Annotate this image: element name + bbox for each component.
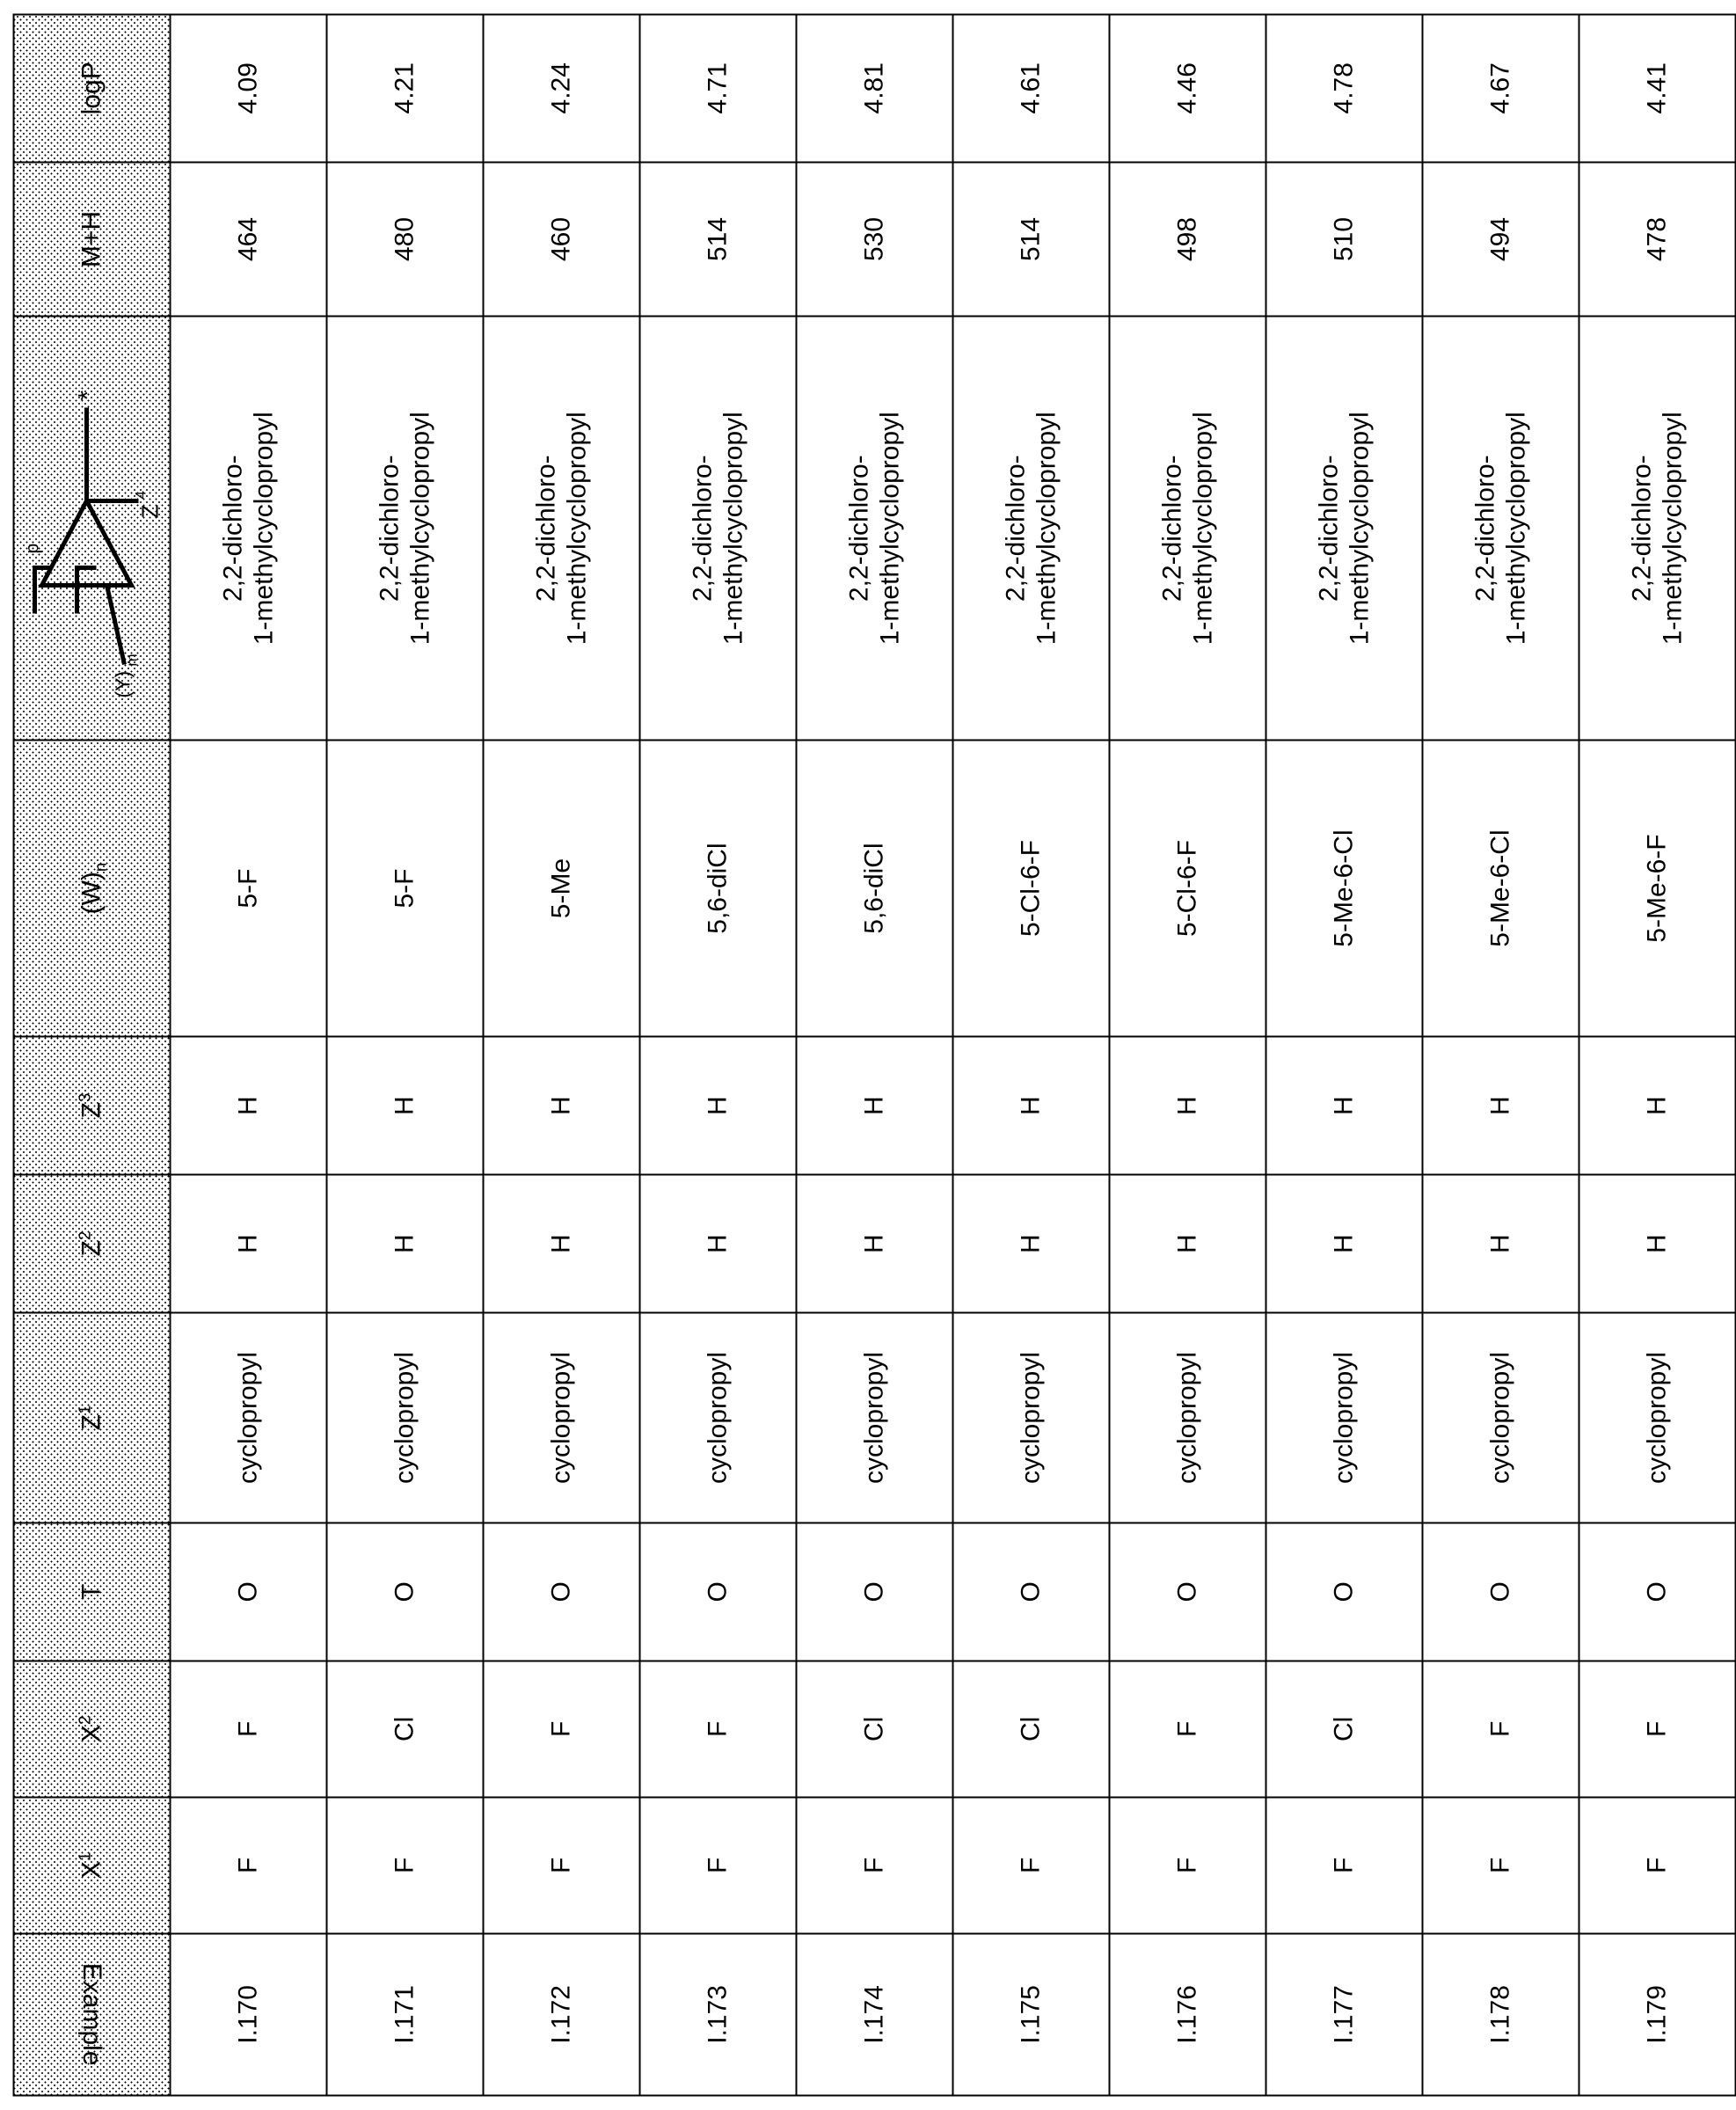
cell-r	[1266, 316, 1422, 740]
header-x2-text: X	[77, 1724, 106, 1742]
structure-label-p: p	[22, 543, 42, 554]
cell-w	[952, 740, 1109, 1036]
cell-w-text: 5-F	[390, 868, 419, 909]
cell-example	[170, 1933, 326, 2095]
cell-logp-text: 4.78	[1329, 62, 1359, 113]
cell-z1	[639, 1312, 796, 1522]
cell-z2	[1579, 1174, 1735, 1312]
cell-logp-text: 4.71	[703, 62, 733, 113]
cell-z1	[1266, 1312, 1422, 1522]
cell-z1-text: cyclopropyl	[1329, 1351, 1359, 1484]
cell-z3	[1266, 1036, 1422, 1174]
cell-logp	[1579, 14, 1735, 162]
cell-mh-text: 494	[1485, 216, 1515, 261]
cell-example-text: I.176	[1172, 1984, 1202, 2044]
table-row	[952, 14, 1109, 2095]
column-header-z3	[13, 1036, 170, 1174]
cell-x1	[1422, 1797, 1579, 1933]
cell-logp-text: 4.81	[859, 62, 889, 113]
cell-z1-text: cyclopropyl	[1485, 1351, 1515, 1484]
cell-example-text: I.174	[859, 1984, 889, 2044]
cell-z1	[326, 1312, 483, 1522]
cell-z3-text: H	[1485, 1095, 1515, 1115]
cell-r-text: 2,2-dichloro- 1-methylcyclopropyl	[1470, 411, 1530, 645]
cell-example	[1579, 1933, 1735, 2095]
cell-z3-text: H	[1172, 1095, 1202, 1115]
cell-z2-text: H	[1016, 1233, 1046, 1253]
cell-logp-text: 4.09	[233, 62, 263, 113]
cell-x1-text: F	[390, 1857, 419, 1873]
cell-z3	[639, 1036, 796, 1174]
cell-t	[1579, 1522, 1735, 1661]
cell-z2-text: H	[1485, 1233, 1515, 1253]
cell-x1-text: F	[546, 1857, 576, 1873]
cell-z2	[952, 1174, 1109, 1312]
cell-mh	[639, 162, 796, 317]
cell-z3-text: H	[859, 1095, 889, 1115]
cell-t-text: O	[703, 1581, 733, 1603]
cell-z2	[170, 1174, 326, 1312]
cell-z3	[1422, 1036, 1579, 1174]
header-x2-sup: 2	[75, 1715, 94, 1725]
cell-mh-text: 464	[233, 216, 263, 261]
cell-z2	[1266, 1174, 1422, 1312]
cell-t-text: O	[546, 1581, 576, 1603]
cell-t	[483, 1522, 639, 1661]
header-z2-sup: 2	[75, 1230, 94, 1240]
table-row	[1579, 14, 1735, 2095]
cell-z2-text: H	[1172, 1233, 1202, 1253]
cell-x1	[326, 1797, 483, 1933]
cell-mh-text: 514	[1016, 216, 1046, 261]
cell-x1-text: F	[703, 1857, 733, 1873]
cell-logp	[1422, 14, 1579, 162]
structure-label-ym: (Y)	[111, 670, 134, 698]
cell-r	[483, 316, 639, 740]
column-header-example	[13, 1933, 170, 2095]
column-header-structure	[13, 316, 170, 740]
table-header-row	[13, 14, 170, 2095]
cell-mh	[170, 162, 326, 317]
cell-w-text: 5-Me-6-Cl	[1485, 829, 1515, 947]
cell-w	[796, 740, 952, 1036]
cell-x2-text: F	[546, 1720, 576, 1737]
cell-w-text: 5-Cl-6-F	[1016, 839, 1046, 937]
header-z3-text: Z	[77, 1101, 106, 1118]
cell-t	[326, 1522, 483, 1661]
cell-z1	[796, 1312, 952, 1522]
cell-t	[1422, 1522, 1579, 1661]
cell-z1	[952, 1312, 1109, 1522]
cell-x1	[952, 1797, 1109, 1933]
cell-x1-text: F	[233, 1857, 263, 1873]
cell-x2-text: Cl	[859, 1716, 889, 1741]
cell-w-text: 5,6-diCl	[703, 842, 733, 934]
cell-example-text: I.171	[390, 1984, 419, 2044]
cell-r-text: 2,2-dichloro- 1-methylcyclopropyl	[1000, 411, 1061, 645]
table-row	[483, 14, 639, 2095]
cell-x1	[639, 1797, 796, 1933]
cell-logp	[170, 14, 326, 162]
cell-z2-text: H	[546, 1233, 576, 1253]
table-row	[1266, 14, 1422, 2095]
cell-t	[796, 1522, 952, 1661]
cell-x1	[1109, 1797, 1266, 1933]
cell-example-text: I.175	[1016, 1984, 1046, 2044]
cell-x2	[1109, 1661, 1266, 1797]
cell-r	[796, 316, 952, 740]
cell-z3-text: H	[703, 1095, 733, 1115]
cell-w	[1266, 740, 1422, 1036]
cell-z1-text: cyclopropyl	[546, 1351, 576, 1484]
cell-example	[483, 1933, 639, 2095]
table-row	[1422, 14, 1579, 2095]
cell-mh-text: 510	[1329, 216, 1359, 261]
column-header-logp	[13, 14, 170, 162]
header-example-text: Example	[77, 1962, 106, 2066]
cell-x1	[796, 1797, 952, 1933]
cell-x2	[326, 1661, 483, 1797]
cell-x1	[1266, 1797, 1422, 1933]
cell-example	[1109, 1933, 1266, 2095]
cell-mh-text: 460	[546, 216, 576, 261]
cell-x1-text: F	[1642, 1857, 1672, 1873]
cell-logp	[796, 14, 952, 162]
column-header-w	[13, 740, 170, 1036]
cell-r-text: 2,2-dichloro- 1-methylcyclopropyl	[374, 411, 434, 645]
chemical-structure-diagram	[22, 339, 163, 717]
cell-logp-text: 4.41	[1642, 62, 1672, 113]
header-x1-sup: 1	[75, 1851, 94, 1861]
cell-example-text: I.170	[233, 1984, 263, 2044]
cell-r	[952, 316, 1109, 740]
cell-r	[639, 316, 796, 740]
cell-example	[326, 1933, 483, 2095]
cell-x2-text: F	[1485, 1720, 1515, 1737]
cell-z1	[1579, 1312, 1735, 1522]
cell-logp	[1109, 14, 1266, 162]
cell-z1	[483, 1312, 639, 1522]
cell-mh	[1109, 162, 1266, 317]
cell-x2	[639, 1661, 796, 1797]
cell-w	[1422, 740, 1579, 1036]
cell-w-text: 5-Me-6-Cl	[1329, 829, 1359, 947]
cell-x1-text: F	[1016, 1857, 1046, 1873]
cell-r-text: 2,2-dichloro- 1-methylcyclopropyl	[1156, 411, 1217, 645]
structure-label-attachment-star: *	[73, 390, 102, 401]
cell-mh-text: 478	[1642, 216, 1672, 261]
cell-z3-text: H	[1642, 1095, 1672, 1115]
cell-mh-text: 498	[1172, 216, 1202, 261]
cell-z2	[639, 1174, 796, 1312]
cell-t-text: O	[1016, 1581, 1046, 1603]
cell-r-text: 2,2-dichloro- 1-methylcyclopropyl	[530, 411, 591, 645]
header-w-text: (W)	[77, 871, 106, 914]
cell-z2-text: H	[390, 1233, 419, 1253]
cell-z3-text: H	[1329, 1095, 1359, 1115]
cell-w-text: 5-Me-6-F	[1642, 833, 1672, 943]
cell-z2	[796, 1174, 952, 1312]
cell-x1	[1579, 1797, 1735, 1933]
cell-z2-text: H	[703, 1233, 733, 1253]
cell-t-text: O	[859, 1581, 889, 1603]
cell-z2	[483, 1174, 639, 1312]
cell-x2-text: Cl	[1329, 1716, 1359, 1741]
cell-logp-text: 4.46	[1172, 62, 1202, 113]
cell-x2	[170, 1661, 326, 1797]
cell-z3	[326, 1036, 483, 1174]
cell-w	[639, 740, 796, 1036]
cell-x2	[483, 1661, 639, 1797]
column-header-t	[13, 1522, 170, 1661]
cell-example	[796, 1933, 952, 2095]
cell-w	[170, 740, 326, 1036]
cell-w	[1579, 740, 1735, 1036]
cell-t	[170, 1522, 326, 1661]
column-header-mh	[13, 162, 170, 317]
cell-z3-text: H	[233, 1095, 263, 1115]
substituent-data-table	[12, 13, 1736, 2096]
cell-mh	[1579, 162, 1735, 317]
cell-x1	[483, 1797, 639, 1933]
cell-logp-text: 4.24	[546, 62, 576, 113]
cell-r-text: 2,2-dichloro- 1-methylcyclopropyl	[1626, 411, 1687, 645]
cell-x1-text: F	[1329, 1857, 1359, 1873]
cell-z1-text: cyclopropyl	[1172, 1351, 1202, 1484]
cell-z3	[952, 1036, 1109, 1174]
cell-r	[1109, 316, 1266, 740]
cell-t-text: O	[1329, 1581, 1359, 1603]
column-header-z1	[13, 1312, 170, 1522]
cell-z2	[1109, 1174, 1266, 1312]
cell-w-text: 5-F	[233, 868, 263, 909]
cell-x2-text: F	[1172, 1720, 1202, 1737]
cell-z1-text: cyclopropyl	[703, 1351, 733, 1484]
cell-mh	[796, 162, 952, 317]
cell-mh-text: 480	[390, 216, 419, 261]
cell-example	[639, 1933, 796, 2095]
cell-mh	[952, 162, 1109, 317]
cell-example-text: I.179	[1642, 1984, 1672, 2044]
cell-z1-text: cyclopropyl	[859, 1351, 889, 1484]
cell-mh-text: 514	[703, 216, 733, 261]
cell-logp	[1266, 14, 1422, 162]
cell-x2	[1422, 1661, 1579, 1797]
cell-example	[952, 1933, 1109, 2095]
cell-z3	[1579, 1036, 1735, 1174]
cell-example-text: I.177	[1329, 1984, 1359, 2044]
header-z2-text: Z	[77, 1239, 106, 1256]
cell-r	[1422, 316, 1579, 740]
cell-x2-text: F	[703, 1720, 733, 1737]
cell-x2	[796, 1661, 952, 1797]
table-row	[1109, 14, 1266, 2095]
cell-z1-text: cyclopropyl	[1016, 1351, 1046, 1484]
cell-z3-text: H	[390, 1095, 419, 1115]
cell-t	[952, 1522, 1109, 1661]
cell-x2-text: Cl	[390, 1716, 419, 1741]
cell-x2-text: F	[1642, 1720, 1672, 1737]
cell-z1-text: cyclopropyl	[1642, 1351, 1672, 1484]
cell-z1-text: cyclopropyl	[233, 1351, 263, 1484]
cell-example-text: I.172	[546, 1984, 576, 2044]
header-logp-text: logP	[77, 61, 106, 114]
column-header-x1	[13, 1797, 170, 1933]
cell-w	[483, 740, 639, 1036]
cell-z3	[483, 1036, 639, 1174]
cell-x2	[1266, 1661, 1422, 1797]
cell-t-text: O	[233, 1581, 263, 1603]
cell-logp	[326, 14, 483, 162]
header-mh-text: M+H	[77, 210, 106, 267]
cell-r-text: 2,2-dichloro- 1-methylcyclopropyl	[687, 411, 748, 645]
cell-r-text: 2,2-dichloro- 1-methylcyclopropyl	[843, 411, 904, 645]
table-row	[326, 14, 483, 2095]
table-body	[170, 14, 1735, 2095]
structure-label-z4-sup: 4	[132, 490, 149, 500]
cell-t	[1109, 1522, 1266, 1661]
cell-r-text: 2,2-dichloro- 1-methylcyclopropyl	[1313, 411, 1374, 645]
cell-z1	[1109, 1312, 1266, 1522]
structure-label-ym-sub: m	[123, 653, 140, 667]
cell-x2	[952, 1661, 1109, 1797]
cell-logp-text: 4.67	[1485, 62, 1515, 113]
cell-mh	[1422, 162, 1579, 317]
bracket-inner	[77, 567, 96, 613]
cell-example	[1266, 1933, 1422, 2095]
cell-z2	[1422, 1174, 1579, 1312]
cell-w-text: 5-Cl-6-F	[1172, 839, 1202, 937]
cell-z3-text: H	[546, 1095, 576, 1115]
cell-example	[1422, 1933, 1579, 2095]
cell-t-text: O	[1642, 1581, 1672, 1603]
cell-example-text: I.178	[1485, 1984, 1515, 2044]
header-w-sub: n	[91, 862, 110, 872]
cell-z1	[170, 1312, 326, 1522]
cell-w-text: 5,6-diCl	[859, 842, 889, 934]
column-header-x2	[13, 1661, 170, 1797]
cell-logp	[483, 14, 639, 162]
table-row	[796, 14, 952, 2095]
table-row	[639, 14, 796, 2095]
cell-t	[1266, 1522, 1422, 1661]
cell-w	[1109, 740, 1266, 1036]
cell-x1-text: F	[1485, 1857, 1515, 1873]
cell-z3-text: H	[1016, 1095, 1046, 1115]
header-z3-sup: 3	[75, 1092, 94, 1102]
cell-z2	[326, 1174, 483, 1312]
cell-z2-text: H	[233, 1233, 263, 1253]
cell-x2-text: F	[233, 1720, 263, 1737]
cell-x2-text: Cl	[1016, 1716, 1046, 1741]
cell-z3	[170, 1036, 326, 1174]
cell-r	[170, 316, 326, 740]
cell-r-text: 2,2-dichloro- 1-methylcyclopropyl	[217, 411, 278, 645]
header-z1-sup: 1	[75, 1405, 94, 1414]
cell-z3	[796, 1036, 952, 1174]
cell-t-text: O	[1172, 1581, 1202, 1603]
cell-example-text: I.173	[703, 1984, 733, 2044]
header-t-text: T	[77, 1583, 106, 1600]
cell-w-text: 5-Me	[546, 858, 576, 918]
cell-x1-text: F	[859, 1857, 889, 1873]
cell-logp-text: 4.21	[390, 62, 419, 113]
cell-w	[326, 740, 483, 1036]
cell-r	[1579, 316, 1735, 740]
cell-x2	[1579, 1661, 1735, 1797]
cell-z1-text: cyclopropyl	[390, 1351, 419, 1484]
table-row	[170, 14, 326, 2095]
cell-mh	[1266, 162, 1422, 317]
cell-logp	[952, 14, 1109, 162]
cell-r	[326, 316, 483, 740]
column-header-z2	[13, 1174, 170, 1312]
cell-mh	[483, 162, 639, 317]
cell-z2-text: H	[1329, 1233, 1359, 1253]
header-z1-text: Z	[77, 1413, 106, 1430]
cell-t-text: O	[390, 1581, 419, 1603]
cell-t-text: O	[1485, 1581, 1515, 1603]
cell-z2-text: H	[859, 1233, 889, 1253]
cell-logp	[639, 14, 796, 162]
cell-z3	[1109, 1036, 1266, 1174]
cell-mh-text: 530	[859, 216, 889, 261]
cell-mh	[326, 162, 483, 317]
bond-to-y	[106, 585, 124, 664]
cell-z1	[1422, 1312, 1579, 1522]
cell-x1	[170, 1797, 326, 1933]
cell-z2-text: H	[1642, 1233, 1672, 1253]
cyclopropane-ring-shape	[41, 500, 131, 585]
cell-t	[639, 1522, 796, 1661]
cell-logp-text: 4.61	[1016, 62, 1046, 113]
header-x1-text: X	[77, 1860, 106, 1879]
structure-label-z4: Z	[136, 504, 163, 519]
cell-x1-text: F	[1172, 1857, 1202, 1873]
structure-svg	[22, 339, 163, 717]
